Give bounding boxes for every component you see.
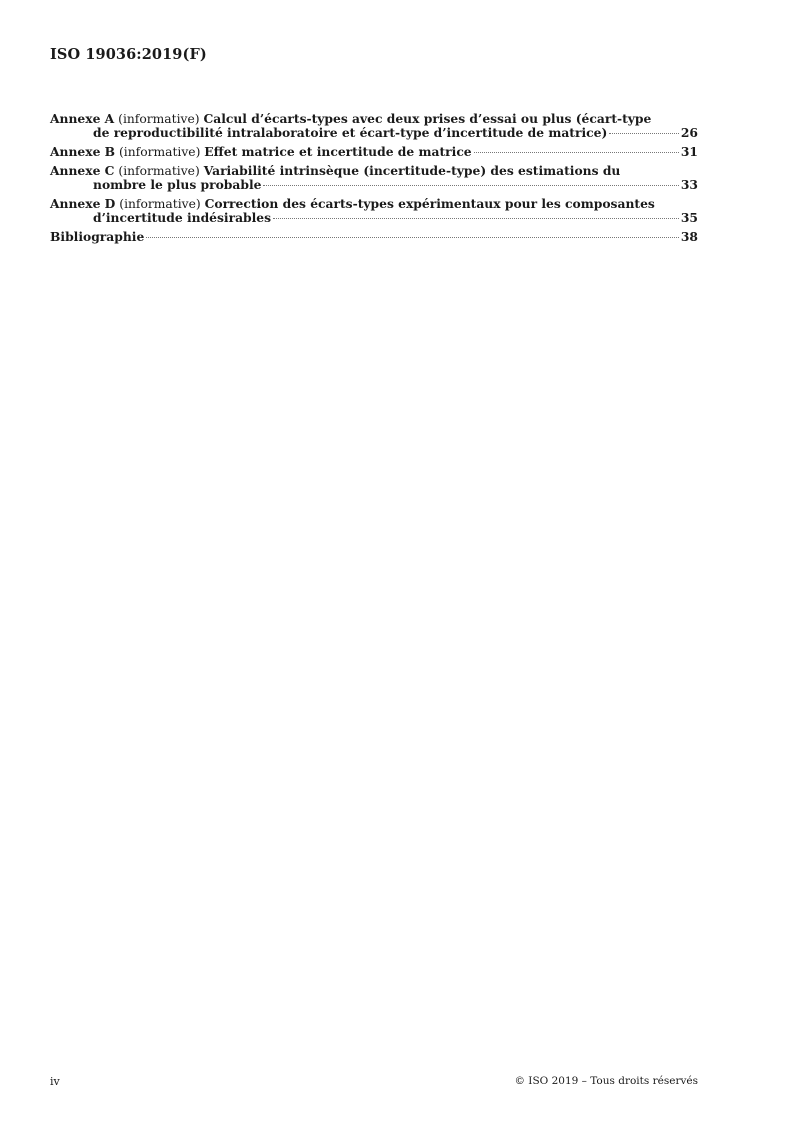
page-number: 38 (680, 229, 698, 244)
bibliography-label: Bibliographie (50, 229, 145, 244)
annex-label: Annexe C (50, 163, 115, 178)
dot-leader (263, 185, 678, 186)
annex-title-line1: Calcul d’écarts-types avec deux prises d’essai ou plus (écart-type (203, 111, 652, 126)
footer-copyright: © ISO 2019 – Tous droits réservés (514, 1075, 698, 1087)
annex-title-line2: de reproductibilité intralaboratoire et écart-type d’incertitude de matrice) (93, 125, 608, 140)
annex-note: (informative) (118, 164, 200, 178)
dot-leader (474, 152, 679, 153)
annex-title-line1: Effet matrice et incertitude de matrice (204, 144, 472, 159)
annex-title-line1: Correction des écarts-types expérimentaux pour les composantes (204, 196, 655, 211)
toc-entry-annex-a[interactable] (50, 112, 698, 140)
document-id: ISO 19036:2019(F) (50, 46, 207, 63)
annex-title-line1: Variabilité intrinsèque (incertitude-type) des estimations du (203, 163, 621, 178)
page-number: 31 (680, 144, 698, 159)
dot-leader (146, 237, 679, 238)
toc-entry-bibliography[interactable] (50, 230, 698, 244)
annex-label: Annexe D (50, 196, 116, 211)
dot-leader (273, 218, 679, 219)
annex-note: (informative) (119, 145, 201, 159)
annex-note: (informative) (118, 112, 200, 126)
annex-note: (informative) (119, 197, 201, 211)
annex-label: Annexe A (50, 111, 115, 126)
page-number: 26 (680, 125, 698, 140)
dot-leader (609, 133, 679, 134)
footer-page-label: iv (50, 1075, 60, 1088)
annex-title-line2: d’incertitude indésirables (93, 210, 272, 225)
toc-entry-annex-b[interactable] (50, 145, 698, 159)
table-of-contents (50, 112, 698, 249)
toc-entry-annex-d[interactable] (50, 197, 698, 225)
annex-label: Annexe B (50, 144, 116, 159)
annex-title-line2: nombre le plus probable (93, 177, 262, 192)
page-number: 33 (680, 177, 698, 192)
toc-entry-annex-c[interactable] (50, 164, 698, 192)
page-number: 35 (680, 210, 698, 225)
